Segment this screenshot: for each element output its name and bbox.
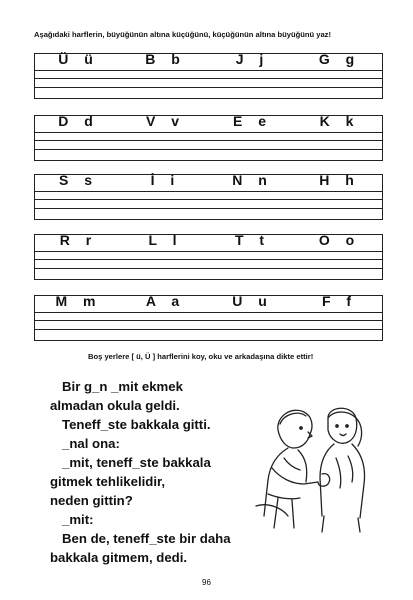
letter-pair: B b [145,51,186,67]
story-line: Bir g_n _mit ekmek [62,379,183,394]
letter-pair: D d [58,113,99,129]
letter-block-1 [34,53,383,99]
letter-pair: G g [318,51,361,67]
story-line: bakkala gitmem, dedi. [50,550,188,565]
letter-pair: O o [318,232,361,248]
story-line: _mit, teneff_ste bakkala [62,455,211,470]
letter-pair: T t [234,232,271,248]
story-line: Teneff_ste bakkala gitti. [62,417,211,432]
letter-block-5 [34,295,383,341]
letter-pair: N n [232,172,273,188]
story-line: neden gittin? [50,493,133,508]
letter-pair: J j [235,51,270,67]
letter-block-2 [34,115,383,161]
letter-pair: U u [232,293,273,309]
letter-pair: Ü ü [58,51,99,67]
letter-pair: H h [319,172,360,188]
story-line: _nal ona: [62,436,120,451]
letter-pair: A a [145,293,186,309]
letter-pair: M m [55,293,102,309]
letter-pair: E e [232,113,272,129]
letter-pair: F f [321,293,358,309]
story-line: _mit: [62,512,94,527]
letter-pair: L l [148,232,183,248]
letter-pair: V v [145,113,185,129]
story-text [50,377,260,567]
story-line: Ben de, teneff_ste bir daha [62,531,231,546]
letter-block-3 [34,174,383,220]
letter-pair: S s [58,172,98,188]
letter-pair: R r [59,232,98,248]
letter-pair: K k [319,113,360,129]
story-line: almadan okula geldi. [50,398,180,413]
letter-pair: İ i [150,172,181,188]
worksheet-instruction: Aşağıdaki harflerin, büyüğünün altına küçüğünü, küçüğünün altına büyüğünü yaz! [34,30,332,39]
page-number: 96 [202,578,211,587]
letter-block-4 [34,234,383,280]
children-illustration [248,398,378,538]
story-line: gitmek tehlikelidir, [50,474,166,489]
fill-in-instruction: Boş yerlere [ ü, Ü ] harflerini koy, oku ve arkadaşına dikte ettir! [88,352,314,361]
